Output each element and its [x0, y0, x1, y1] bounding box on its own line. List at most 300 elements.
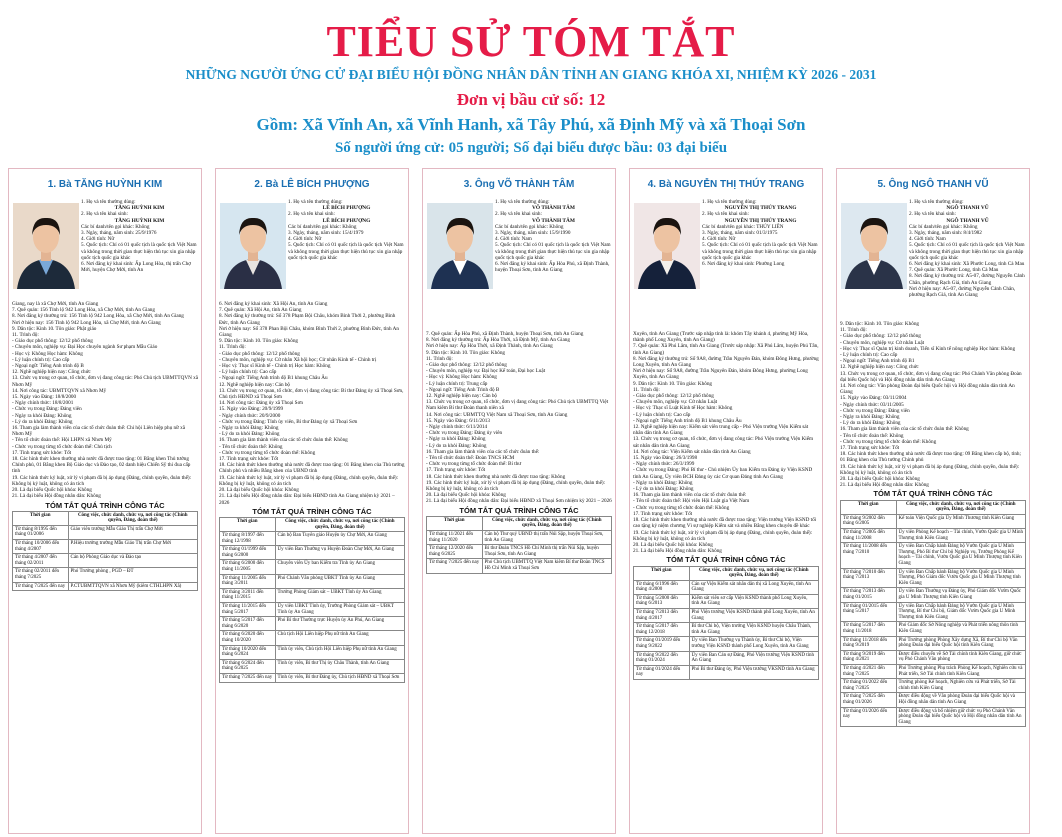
- bio-line: 4. Giới tính: Nam: [909, 236, 946, 243]
- history-job: P.Hiệu trưởng trường Mẫu Giáo Thị trấn Chợ Mới: [68, 540, 198, 554]
- table-row: [634, 637, 819, 651]
- time-column-header: Thời gian: [841, 500, 897, 514]
- detail-line: 15. Ngày vào Đảng: 26/3/1998: [633, 455, 698, 462]
- time-column-header: Thời gian: [427, 516, 483, 530]
- detail-line: 11. Trình độ:: [426, 355, 453, 362]
- table-row: [220, 617, 405, 631]
- detail-line: - Chức vụ trong từng tổ chức đoàn thể: Không: [219, 449, 316, 456]
- detail-line: - Chức vụ trong Đảng: Tỉnh ủy viên, Bí thư Đảng ủy xã Thoại Sơn: [219, 418, 358, 425]
- history-job: Được điều chuyển về Sở Tài chính tỉnh Kiên Giang, giữ chức vụ Phó Chánh Văn phòng: [896, 650, 1026, 664]
- bio-line: 5. Quốc tịch: Chỉ có 01 quốc tịch là quốc tịch Việt Nam và không trong thời gian thực hiện thủ tục xin gia nhập quốc tịch quốc gia khác: [288, 242, 404, 261]
- bio-line: VÕ THÀNH TÂM: [532, 217, 575, 224]
- candidate-header: [9, 169, 201, 203]
- detail-line: 17. Tình trạng sức khỏe: Tốt: [633, 510, 693, 517]
- history-job: Trưởng phòng Kế hoạch, Nghiên cứu và Phát triển, Sở Tài chính tỉnh Kiên Giang: [896, 679, 1026, 693]
- detail-line: - Ngoại ngữ: Tiếng Anh Trình độ B: [426, 386, 500, 393]
- detail-line: 16. Tham gia làm thành viên của các tổ chức đoàn thể:: [426, 448, 540, 455]
- table-row: [841, 602, 1026, 622]
- history-job: Tỉnh ủy viên, Bí thư Thị ủy Châu Thành, tỉnh An Giang: [275, 659, 405, 673]
- candidate-column: [422, 168, 616, 834]
- detail-line: - Giáo dục phổ thông: 12/12 phổ thông: [426, 362, 507, 369]
- detail-line: 11. Trình độ:: [840, 327, 867, 334]
- detail-line: - Chức vụ trong từng tổ chức đoàn thể: Chủ tịch: [12, 443, 112, 450]
- table-row: [220, 673, 405, 682]
- detail-line: - Lý do ra khỏi Đảng: Không: [840, 420, 901, 427]
- detail-line: 12. Nghề nghiệp hiện nay: Kiểm sát viên trung cấp - Phó Viện trưởng Viện Kiểm sát nhân dân tỉnh An Giang: [633, 424, 809, 437]
- bio-line: NGUYỄN THỊ THÚY TRANG: [724, 205, 797, 212]
- table-row: [841, 514, 1026, 528]
- history-job: Ủy viên Ban Chấp hành Đảng bộ Vườn Quốc gia U Minh Thượng, Phó Giám đốc Vườn Quốc gia U Minh Thượng tỉnh Kiên Giang: [896, 568, 1026, 588]
- detail-line: Nơi ở hiện nay: Số 9A8, đường Trần Nguyên Đán, khóm Đông Hưng, phường Long Xuyên, tỉnh An Giang: [633, 368, 808, 381]
- bio-line: LÊ BÍCH PHƯỢNG: [322, 217, 371, 224]
- history-job: Phó Bí thư Đảng ủy, Phó Viện trưởng VKSND tỉnh An Giang: [689, 665, 819, 679]
- detail-line: 15. Ngày vào Đảng: 03/11/2004: [840, 395, 907, 402]
- work-history-title: TÓM TẮT QUÁ TRÌNH CÔNG TÁC: [45, 500, 165, 510]
- bio-line: TĂNG HUỲNH KIM: [114, 205, 165, 212]
- work-history-header-row: [841, 500, 1026, 514]
- candidate-name: 2. Bà LÊ BÍCH PHƯỢNG: [254, 179, 370, 190]
- detail-line: - Học vị: Thạc sĩ Luật Kinh tế Học hàm: Không: [633, 405, 733, 412]
- detail-line: 9. Dân tộc: Kinh 10. Tôn giáo: Không: [426, 349, 506, 356]
- candidate-header: [837, 169, 1029, 203]
- detail-line: Giang, nay là xã Chợ Mới, tỉnh An Giang: [12, 301, 99, 307]
- bio-line: 2. Họ và tên khai sinh:: [909, 211, 956, 218]
- detail-line: 19. Các hình thức kỷ luật, xử lý vi phạm đã bị áp dụng (Đảng, chính quyền, đoàn thể): Không bị kỷ luật, không có án tích: [633, 529, 813, 542]
- detail-line: 16. Tham gia làm thành viên của các tổ chức đoàn thể: Không: [219, 437, 348, 444]
- history-job: Phó Giám đốc Sở Nông nghiệp và Phát triển nông thôn tỉnh Kiên Giang: [896, 622, 1026, 636]
- history-time: Từ tháng 11/2015 đến tháng 5/2017: [220, 603, 276, 617]
- table-row: [841, 588, 1026, 602]
- detail-line: - Giáo dục phổ thông: 12/12 phổ thông: [219, 350, 300, 357]
- candidate-bio: [702, 199, 819, 267]
- detail-line: 8. Nơi đăng ký thường trú: Số 378 Phạm Bội Châu, khóm Bình Thới 2, phường Bình Đức, tỉnh An Giang: [219, 313, 396, 326]
- detail-line: - Lý do ra khỏi Đảng: Không: [219, 431, 280, 438]
- detail-line: 21. Là đại biểu Hội đồng nhân dân: Không: [840, 482, 929, 489]
- bio-line: 1. Họ và tên thường dùng:: [702, 199, 757, 205]
- candidate-photo: [634, 203, 700, 289]
- table-row: [220, 560, 405, 574]
- bio-line: 6. Nơi đăng ký khai sinh: Ấp Hòa Phú, xã Định Thành, huyện Thoại Sơn, tỉnh An Giang: [495, 261, 610, 274]
- bio-line: 4. Giới tính: Nữ: [288, 236, 322, 243]
- detail-line: - Giáo dục phổ thông: 12/12 phổ thông: [633, 393, 714, 400]
- page-subtitle: NHỮNG NGƯỜI ỨNG CỬ ĐẠI BIỂU HỘI ĐỒNG NHÂN DÂN TỈNH AN GIANG KHÓA XI, NHIỆM KỲ 2026 - 2031: [185, 67, 877, 82]
- detail-line: 12. Nghề nghiệp hiện nay: Cán bộ: [426, 393, 498, 400]
- history-job: Trưởng Phòng Giám sát – UBKT Tỉnh ủy An Giang: [275, 588, 405, 602]
- detail-line: - Chuyên môn, nghiệp vụ: Đại học Kế toán, Đại học Luật: [426, 368, 546, 375]
- bio-line: Các bí danh/tên gọi khác: Không: [909, 223, 978, 230]
- bio-line: 2. Họ và tên khai sinh:: [495, 211, 542, 218]
- bio-line: 3. Ngày, tháng, năm sinh: 01/3/1975: [702, 230, 778, 237]
- history-time: Từ tháng 12/2020 đến tháng 6/2025: [427, 545, 483, 559]
- detail-line: - Tên tổ chức đoàn thể: Hội LHPN xã Nhơn Mỹ: [12, 437, 112, 444]
- detail-line: - Tên tổ chức đoàn thể: Không: [840, 432, 904, 439]
- detail-line: - Ngoại ngữ: Tiếng Anh trình độ B: [12, 363, 84, 370]
- candidate-counts: Số người ứng cử: 05 người; Số đại biểu được bầu: 03 đại biểu: [334, 140, 728, 156]
- history-job: Phó Chủ tịch UBMTTQ Việt Nam kiêm Bí thư Đoàn TNCS Hồ Chí Minh xã Thoại Sơn: [482, 559, 612, 573]
- detail-line: - Ngày chính thức: 03/11/2005: [840, 401, 904, 408]
- history-time: Từ tháng 7/2025 đến tháng 01/2026: [841, 693, 897, 707]
- table-row: [427, 559, 612, 573]
- candidate-header: [423, 169, 615, 203]
- history-job: Ủy viên Ban Thường vụ Thành ủy, Bí thư Chi bộ, Viện trưởng Viện KSND thành phố Long Xuyên, tỉnh An Giang: [689, 637, 819, 651]
- history-time: Từ tháng 7/2013 đến tháng 4/2017: [634, 609, 690, 623]
- detail-line: 8. Nơi đăng ký thường trú: 156 Tỉnh lộ 942 Long Hòa, xã Chợ Mới, tỉnh An Giang: [12, 313, 184, 320]
- detail-line: - Lý luận chính trị: Trung cấp: [426, 380, 488, 387]
- candidate-header: [630, 169, 822, 203]
- detail-line: - Giáo dục phổ thông: 12/12 phổ thông: [840, 333, 921, 340]
- detail-line: 17. Tình trạng sức khỏe: Tốt: [840, 445, 900, 452]
- candidate-bio: [909, 199, 1026, 298]
- table-row: [841, 543, 1026, 568]
- bio-line: 8. Nơi đăng ký thường trú: A5-07, đường Nguyễn Cảnh Chân, phường Rạch Giá, tỉnh An Giang: [909, 273, 1025, 286]
- detail-line: - Ngày ra khỏi Đảng: Không: [633, 479, 693, 486]
- detail-line: - Lý luận chính trị: Cao cấp: [219, 369, 277, 376]
- detail-line: 13. Chức vụ trong cơ quan, tổ chức, đơn vị đang công tác: Phó Chủ tịch UBMTTQVN xã Nhơn Mỹ: [12, 375, 199, 388]
- history-job: Phó Chánh Văn phòng UBKT Tỉnh ủy An Giang: [275, 574, 405, 588]
- history-job: Phó Trưởng phòng , PGD – ĐT: [68, 568, 198, 582]
- detail-line: 16. Tham gia làm thành viên của các tổ chức đoàn thể: Chi hội Liên hiệp phụ nữ xã Nhơn Mỹ: [12, 425, 186, 438]
- candidate-photo: [220, 203, 286, 289]
- bio-line: 5. Quốc tịch: Chỉ có 01 quốc tịch là quốc tịch Việt Nam và không trong thời gian thực hiện thủ tục xin gia nhập quốc tịch quốc gia khác: [702, 242, 818, 261]
- detail-line: 20. Là đại biểu Quốc hội khóa: Không: [12, 487, 92, 494]
- history-job: Cán bộ Phòng Giáo dục và Đào tạo: [68, 554, 198, 568]
- bio-line: Các bí danh/tên gọi khác: Không: [288, 223, 357, 230]
- bio-line: 5. Quốc tịch: Chỉ có 01 quốc tịch là quốc tịch Việt Nam và không trong thời gian thực hiện thủ tục xin gia nhập quốc tịch quốc gia khác: [81, 242, 197, 261]
- detail-line: - Lý luận chính trị: Cao cấp: [633, 411, 691, 418]
- detail-line: - Ngày ra khỏi Đảng: Không: [12, 412, 72, 419]
- page-title: TIỂU SỬ TÓM TẮT: [326, 17, 736, 66]
- bio-line: 1. Họ và tên thường dùng:: [81, 199, 136, 205]
- history-time: Từ tháng 11/2008 đến tháng 7/2010: [841, 543, 897, 568]
- detail-line: 16. Tham gia làm thành viên của các tổ chức đoàn thể: Không: [840, 426, 969, 433]
- detail-line: 12. Nghề nghiệp hiện nay: Cán bộ: [219, 381, 291, 388]
- table-row: [634, 665, 819, 679]
- detail-line: - Ngoại ngữ: Tiếng Anh trình độ B1: [840, 358, 915, 365]
- candidate-column: [215, 168, 409, 834]
- history-time: Từ tháng 9/2022 đến tháng 01/2024: [634, 651, 690, 665]
- detail-line: - Ngày chính thức: 20/9/2000: [219, 412, 281, 419]
- bio-line: NGUYỄN THỊ THÚY TRANG: [724, 217, 797, 224]
- history-time: Từ tháng 11/2005 đến tháng 3/2011: [220, 574, 276, 588]
- bio-line: 4. Giới tính: Nam: [495, 236, 532, 243]
- bio-line: NGÔ THANH VŨ: [946, 205, 989, 212]
- detail-line: 11. Trình độ:: [219, 344, 246, 351]
- detail-line: - Ngày ra khỏi Đảng: Không: [840, 414, 900, 421]
- history-time: Từ tháng 01/2015 đến tháng 5/2017: [841, 602, 897, 622]
- table-row: [13, 582, 198, 591]
- history-job: Bí thư Đoàn TNCS Hồ Chí Minh thị trấn Núi Sập, huyện Thoại Sơn, tỉnh An Giang: [482, 545, 612, 559]
- table-row: [220, 645, 405, 659]
- detail-line: 7. Quê quán: Ấp Hòa Phú, xã Định Thành, huyện Thoại Sơn, tỉnh An Giang: [426, 331, 584, 337]
- candidate-name: 3. Ông VÕ THÀNH TÂM: [463, 179, 575, 190]
- bio-line: 5. Quốc tịch: Chỉ có 01 quốc tịch là quốc tịch Việt Nam và không trong thời gian thực hiện thủ tục xin gia nhập quốc tịch quốc gia khác: [495, 242, 611, 261]
- history-job: Kiểm sát viên sơ cấp Viện KSND thành phố Long Xuyên, tỉnh An Giang: [689, 594, 819, 608]
- detail-line: - Giáo dục phổ thông: 12/12 phổ thông: [12, 338, 93, 345]
- detail-line: 18. Các hình thức khen thưởng nhà nước đã được trao tặng: 01 Bằng khen của Thủ tướng Chính phủ và nhiều Bằng khen của UBND tỉnh: [219, 462, 405, 475]
- detail-line: 19. Các hình thức kỷ luật, xử lý vi phạm đã bị áp dụng (Đảng, chính quyền, đoàn thể): Không bị kỷ luật, không có án tích: [219, 474, 399, 487]
- electoral-unit: Đơn vị bầu cử số: 12: [456, 90, 606, 109]
- history-time: Từ tháng 4/2021 đến tháng 7/2025: [841, 664, 897, 678]
- detail-line: 20. Là đại biểu Quốc hội khóa: Không: [633, 541, 713, 548]
- detail-line: - Ngoại ngữ: Tiếng Anh trình độ B1 khung Châu Âu: [633, 417, 742, 424]
- history-time: Từ tháng 6/2020 đến tháng 10/2020: [220, 631, 276, 645]
- detail-line: 21. Là đại biểu Hội đồng nhân dân: Đại biểu HĐND xã Thoại Sơn nhiệm kỳ 2021 – 2026: [426, 498, 612, 505]
- candidate-name: 4. Bà NGUYỄN THỊ THÚY TRANG: [647, 179, 805, 190]
- detail-line: 11. Trình độ:: [633, 386, 660, 393]
- history-time: Từ tháng 01/2026 đến nay: [841, 707, 897, 727]
- history-job: Ủy viên Ban Cán sự Đảng, Phó Viện trưởng Viện KSND tỉnh An Giang: [689, 651, 819, 665]
- detail-line: - Lý do ra khỏi Đảng: Không: [12, 418, 73, 425]
- candidate-name: 5. Ông NGÔ THANH VŨ: [877, 179, 989, 190]
- bio-line: 4. Giới tính: Nữ: [81, 236, 115, 243]
- history-job: Ủy viên Ban Thường vụ Huyện Đoàn Chợ Mới, An Giang: [275, 546, 405, 560]
- history-time: Từ tháng 7/2025 đến nay: [220, 673, 276, 682]
- bio-line: 3. Ngày, tháng, năm sinh: 8/4/1982: [909, 230, 982, 237]
- job-column-header: Công việc, chức danh, chức vụ, nơi công tác (Chính quyền, Đảng, đoàn thể): [482, 516, 612, 530]
- candidate-photo: [841, 203, 907, 289]
- time-column-header: Thời gian: [220, 517, 276, 531]
- history-time: Từ tháng 7/2025 đến nay: [427, 559, 483, 573]
- detail-line: 20. Là đại biểu Quốc hội khóa: Không: [840, 476, 920, 483]
- detail-line: - Chức vụ trong Đảng: Phó Bí thư - Chủ nhiệm Ủy ban Kiểm tra Đảng ủy Viện KSND tỉnh An Giang, Ủy viên BCH Đảng ủy các Cơ quan Đảng tỉnh An Giang: [633, 467, 813, 480]
- detail-line: 12. Nghề nghiệp hiện nay: Công chức: [840, 364, 919, 371]
- detail-line: 15. Ngày vào Đảng: 6/11/2013: [426, 417, 490, 424]
- detail-line: - Học vị: Không Học hàm: Không: [426, 374, 497, 381]
- bio-line: 5. Quốc tịch: Chỉ có 01 quốc tịch là quốc tịch Việt Nam và không trong thời gian thực hiện thủ tục xin gia nhập quốc tịch quốc gia khác: [909, 242, 1025, 261]
- table-row: [13, 568, 198, 582]
- history-time: Từ tháng 6/2000 đến tháng 11/2005: [220, 560, 276, 574]
- candidate-name: 1. Bà TĂNG HUỲNH KIM: [47, 179, 163, 190]
- time-column-header: Thời gian: [13, 511, 69, 525]
- detail-line: - Ngày ra khỏi Đảng: Không: [426, 436, 486, 443]
- work-history-title: TÓM TẮT QUÁ TRÌNH CÔNG TÁC: [666, 555, 786, 565]
- history-time: Từ tháng 5/2000 đến tháng 6/2013: [634, 594, 690, 608]
- candidate-details: [12, 301, 198, 591]
- history-job: Phó Viện trưởng Viện KSND thành phố Long Xuyên, tỉnh An Giang: [689, 609, 819, 623]
- detail-line: 13. Chức vụ trong cơ quan, tổ chức, đơn vị đang công tác: Bí thư Đảng ủy xã Thoại Sơn, Chủ tịch HĐND xã Thoại Sơn: [219, 387, 404, 401]
- table-row: [841, 529, 1026, 543]
- history-time: Từ tháng 9/2019 đến tháng 4/2021: [841, 650, 897, 664]
- detail-line: - Ngoại ngữ: Tiếng Anh trình độ B1 khung Châu Âu: [219, 375, 328, 382]
- history-job: Bí thư Chi bộ, Viện trưởng Viện KSND huyện Châu Thành, tỉnh An Giang: [689, 623, 819, 637]
- table-row: [841, 707, 1026, 727]
- history-job: Ủy viên Phòng Kế hoạch – Tài chính, Vườn Quốc gia U Minh Thượng tỉnh Kiên Giang: [896, 529, 1026, 543]
- history-time: Từ tháng 01/1999 đến tháng 6/2000: [220, 546, 276, 560]
- detail-line: 19. Các hình thức kỷ luật, xử lý vi phạm đã bị áp dụng (Đảng, chính quyền, đoàn thể): Không bị kỷ luật, không có án tích: [426, 479, 606, 493]
- history-time: Từ tháng 7/2005 đến tháng 11/2008: [841, 529, 897, 543]
- candidate-bio: [495, 199, 612, 273]
- work-history-table: [12, 511, 198, 592]
- detail-line: - Tên tổ chức đoàn thể: Đoàn TNCS HCM: [426, 455, 515, 462]
- detail-line: 17. Tình trạng sức khỏe: Tốt: [12, 449, 72, 456]
- bio-line: 6. Nơi đăng ký khai sinh: Xã Phước Long, tỉnh Cà Mau: [909, 261, 1025, 268]
- bio-line: 2. Họ và tên khai sinh:: [702, 211, 749, 218]
- detail-line: - Ngày ra khỏi Đảng: Không: [219, 425, 279, 432]
- history-job: Ủy viên Ban Chấp hành Đảng bộ Vườn Quốc gia U Minh Thượng, Bí thư Chi bộ, Giám đốc Vườn Quốc gia U Minh Thượng tỉnh Kiên Giang: [896, 602, 1026, 622]
- detail-line: 8. Nơi đăng ký thường trú: Ấp Hòa Thới, xã Định Mỹ, tỉnh An Giang: [426, 337, 570, 344]
- detail-line: 21. Là đại biểu Hội đồng nhân dân: Không: [633, 548, 722, 555]
- detail-line: 8. Nơi đăng ký thường trú: Số 9A8, đường Trần Nguyên Đán, khóm Đông Hưng, phường Long Xuyên, tỉnh An Giang: [633, 355, 819, 369]
- bio-line: 2. Họ và tên khai sinh:: [288, 211, 335, 218]
- table-row: [841, 622, 1026, 636]
- candidate-details: [840, 321, 1026, 727]
- history-time: Từ tháng 7/2025 đến nay: [13, 582, 69, 591]
- bio-line: 3. Ngày, tháng, năm sinh: 15/4/1979: [288, 230, 364, 237]
- detail-line: - Chức vụ trong từng tổ chức đoàn thể: Không: [633, 504, 730, 511]
- detail-line: - Lý do ra khỏi Đảng: Không: [426, 442, 487, 449]
- bio-line: 4. Giới tính: Nữ: [702, 236, 736, 243]
- detail-line: 21. Là đại biểu Hội đồng nhân dân: Đại biểu HĐND tỉnh An Giang nhiệm kỳ 2021 – 2026: [219, 493, 395, 506]
- candidate-details: [633, 331, 819, 680]
- detail-line: - Học vị: Không Học hàm: Không: [12, 350, 83, 357]
- history-time: Từ tháng 01/2022 đến tháng 7/2025: [841, 679, 897, 693]
- detail-line: 14. Nơi công tác: Viện Kiểm sát nhân dân tỉnh An Giang: [633, 448, 751, 455]
- history-time: Từ tháng 5/2017 đến tháng 6/2020: [220, 617, 276, 631]
- history-job: Kế toán Viện Quốc gia Ủy Minh Thương tỉnh Kiên Giang: [896, 514, 1026, 528]
- detail-line: - Ngày chính thức: 6/11/2014: [426, 424, 488, 431]
- detail-line: Nơi ở hiện nay: 156 Tỉnh lộ 942 Long Hòa, xã Chợ Mới, tỉnh An Giang: [12, 319, 161, 326]
- history-time: Từ tháng 5/2017 đến tháng 12/2018: [634, 623, 690, 637]
- table-row: [841, 679, 1026, 693]
- detail-line: 18. Các hình thức khen thưởng nhà nước đã được trao tặng: Viện trưởng Viện KSND tối cao tặng kỷ niệm chương Vì sự nghiệp Kiểm sát và nhiều Bằng khen chuyên đề khác: [633, 517, 817, 530]
- detail-line: Nơi ở hiện nay: Ấp Hòa Thới, xã Định Thành, tỉnh An Giang: [426, 343, 553, 350]
- history-time: Từ tháng 7/2010 đến tháng 7/2013: [841, 568, 897, 588]
- work-history-table: [840, 500, 1026, 728]
- detail-line: 14. Nơi công tác: UBMTTQVN xã Nhơn Mỹ: [12, 387, 107, 394]
- bio-line: 7. Quê quán: Xã Phước Long, tỉnh Cà Mau: [909, 267, 999, 274]
- history-job: Ủy viên Ban Thường vụ Đảng ủy, Phó Giám đốc Vườn Quốc gia U Minh Thượng tỉnh Kiên Giang: [896, 588, 1026, 602]
- table-row: [220, 659, 405, 673]
- history-job: Được điều động và bổ nhiệm giữ chức vụ Phó Chánh Văn phòng Đoàn đại biểu Quốc hội và Hội đồng nhân dân tỉnh An Giang: [896, 707, 1026, 727]
- detail-line: 12. Nghề nghiệp hiện nay: Công chức: [12, 369, 91, 376]
- candidate-header: [216, 169, 408, 203]
- detail-line: 18. Các hình thức khen thưởng nhà nước đã được trao tặng: Không: [426, 473, 566, 480]
- history-time: Từ tháng 7/2013 đến tháng 01/2015: [841, 588, 897, 602]
- detail-line: 9. Dân tộc: Kinh 10. Tôn giáo: Không: [840, 321, 920, 327]
- detail-line: - Học vị: Thạc sĩ Quản trị kinh doanh, Tiến sĩ Kinh tế nông nghiệp Học hàm: Không: [840, 345, 1016, 352]
- detail-line: - Lý luận chính trị: Cao cấp: [12, 356, 70, 363]
- detail-line: 9. Dân tộc: Kinh 10. Tôn giáo: Không: [633, 380, 713, 387]
- history-time: Từ tháng 11/2018 đến tháng 9/2019: [841, 636, 897, 650]
- detail-line: 15. Ngày vào Đảng: 18/8/2000: [12, 394, 77, 401]
- table-row: [634, 580, 819, 594]
- history-job: Cán bộ Thư quý UBND thị trấn Núi Sập, huyện Thoại Sơn, tỉnh An Giang: [482, 531, 612, 545]
- detail-line: 14. Nơi công tác: Đảng ủy xã Thoại Sơn: [219, 400, 303, 407]
- detail-line: 14. Nơi công tác: UBMTTQ Việt Nam xã Thoại Sơn, tỉnh An Giang: [426, 411, 568, 418]
- history-job: Được điều động về Văn phòng Đoàn đại biểu Quốc hội và Hội đồng nhân dân tỉnh An Giang: [896, 693, 1026, 707]
- detail-line: - Tên tổ chức đoàn thể: Không: [219, 443, 283, 450]
- detail-line: - Chức vụ trong từng tổ chức đoàn thể: Bí thư: [426, 461, 522, 468]
- detail-line: 18. Các hình thức khen thưởng nhà nước đã được trao tặng: 09 Bằng khen cấp bộ, tỉnh; 01 Bằng khen của Thủ tướng Chính phủ: [840, 451, 1021, 464]
- bio-line: Nơi ở hiện nay: A5-07, đường Nguyễn Cảnh Chân, phường Rạch Giá, tỉnh An Giang: [909, 285, 1016, 299]
- table-row: [427, 531, 612, 545]
- history-time: Từ tháng 6/1996 đến tháng 4/2000: [634, 580, 690, 594]
- table-row: [634, 594, 819, 608]
- history-job: Tỉnh ủy viên, Chủ tịch Hội Liên hiệp Phụ nữ tỉnh An Giang: [275, 645, 405, 659]
- detail-line: 20. Là đại biểu Quốc hội khóa: Không: [426, 492, 506, 499]
- detail-line: 9. Dân tộc: Kinh 10. Tôn giáo: Không: [219, 338, 299, 345]
- table-row: [220, 574, 405, 588]
- work-history-table: [633, 566, 819, 681]
- detail-line: - Chức vụ trong từng tổ chức đoàn thể: Không: [840, 438, 937, 445]
- job-column-header: Công việc, chức danh, chức vụ, nơi công tác (Chính quyền, Đảng, đoàn thể): [896, 500, 1026, 514]
- history-time: Từ tháng 10/2006 đến tháng 4/2007: [13, 540, 69, 554]
- history-time: Từ tháng 01/2024 đến nay: [634, 665, 690, 679]
- work-history-header-row: [220, 517, 405, 531]
- work-history-title: TÓM TẮT QUÁ TRÌNH CÔNG TÁC: [459, 505, 579, 515]
- detail-line: 6. Nơi đăng ký khai sinh: Xã Hội An, tỉnh An Giang: [219, 301, 328, 307]
- detail-line: 13. Chức vụ trong cơ quan, tổ chức, đơn vị đang công tác: Phó Chủ tịch UBMTTQ Việt Nam kiêm Bí thư Đoàn thanh niên xã: [426, 399, 609, 412]
- candidate-column: [8, 168, 202, 834]
- table-row: [220, 603, 405, 617]
- history-time: Từ tháng 01/2019 đến tháng 9/2022: [634, 637, 690, 651]
- detail-line: - Chuyên môn, nghiệp vụ: Cử nhân Luật: [633, 399, 718, 406]
- detail-line: 13. Chức vụ trong cơ quan, tổ chức, đơn vị đang công tác: Phó Chánh Văn phòng Đoàn đại biểu Quốc hội và Hội đồng nhân dân tỉnh An Giang: [840, 370, 1022, 383]
- detail-line: 20. Là đại biểu Quốc hội khóa: Không: [219, 487, 299, 494]
- detail-line: - Học vị: Thạc sĩ Kinh tế - Chính trị Học hàm: Không: [219, 363, 331, 370]
- history-time: Từ tháng 4/2007 đến tháng 02/2011: [13, 554, 69, 568]
- detail-line: 7. Quê quán: 156 Tỉnh lộ 942 Long Hòa, xã Chợ Mới, tỉnh An Giang: [12, 307, 155, 314]
- candidate-details: [426, 331, 612, 574]
- detail-line: - Chức vụ trong Đảng: Đảng viên: [840, 407, 910, 414]
- history-time: Từ tháng 5/2017 đến tháng 11/2018: [841, 622, 897, 636]
- table-row: [634, 623, 819, 637]
- detail-line: - Chuyên môn, nghiệp vụ: Cử nhân Xã hội học; Cử nhân Kinh tế - Chính trị: [219, 356, 377, 363]
- job-column-header: Công việc, chức danh, chức vụ, nơi công tác (Chính quyền, Đảng, đoàn thể): [68, 511, 198, 525]
- detail-line: 21. Là đại biểu Hội đồng nhân dân: Không: [12, 493, 101, 500]
- detail-line: 18. Các hình thức khen thưởng nhà nước đã được trao tặng: 01 Bằng khen Thủ tướng Chính phủ, 01 Bằng khen Bộ Giáo dục và Đào tạo, 02 danh hiệu Chiến Sỹ thi đua cấp tỉnh: [12, 456, 191, 475]
- bio-line: 1. Họ và tên thường dùng:: [909, 199, 964, 205]
- bio-line: 6. Nơi đăng ký khai sinh: Phường Long: [702, 261, 785, 268]
- history-time: Từ tháng 6/2024 đến tháng 6/2025: [220, 659, 276, 673]
- candidate-column: [836, 168, 1030, 834]
- table-row: [841, 568, 1026, 588]
- bio-line: 6. Nơi đăng ký khai sinh: Ấp Long Hòa, thị trấn Chợ Mới, huyện Chợ Mới, tỉnh An: [81, 261, 191, 274]
- history-job: Chủ tịch Hội Liên hiệp Phụ nữ tỉnh An Giang: [275, 631, 405, 645]
- detail-line: - Chức vụ trong Đảng: Đảng ủy viên: [426, 430, 503, 437]
- candidate-details: [219, 301, 405, 683]
- bio-line: 2. Họ và tên khai sinh:: [81, 211, 128, 218]
- bio-line: TĂNG HUỲNH KIM: [114, 217, 165, 224]
- history-time: Từ tháng 11/2021 đến tháng 11/2020: [427, 531, 483, 545]
- history-time: Từ tháng 8/1997 đến tháng 12/1998: [220, 532, 276, 546]
- candidate-column: [629, 168, 823, 834]
- detail-line: - Chức vụ trong Đảng: Đảng viên: [12, 406, 82, 413]
- table-row: [220, 631, 405, 645]
- table-row: [13, 525, 198, 539]
- history-job: Cán bộ Ban Tuyên giáo Huyện ủy Chợ Mới, An Giang: [275, 532, 405, 546]
- history-time: Từ tháng 8/1995 đến tháng 01/2006: [13, 525, 69, 539]
- work-history-table: [426, 516, 612, 574]
- table-row: [13, 540, 198, 554]
- table-row: [220, 532, 405, 546]
- table-row: [427, 545, 612, 559]
- history-job: Tỉnh ủy viên, Bí thư Đảng ủy, Chủ tịch HĐND xã Thoại Sơn: [275, 673, 405, 682]
- detail-line: 17. Tình trạng sức khỏe: Tốt: [219, 456, 279, 463]
- time-column-header: Thời gian: [634, 566, 690, 580]
- bio-line: Các bí danh/tên gọi khác: Không: [81, 223, 150, 230]
- detail-line: 7. Quê quán: Xã Hội An, tỉnh An Giang: [219, 307, 302, 314]
- history-job: Ủy viên UBKT Tỉnh ủy, Trưởng Phòng Giám sát – UBKT Tỉnh ủy An Giang: [275, 603, 405, 617]
- detail-line: 13. Chức vụ trong cơ quan, tổ chức, đơn vị đang công tác: Phó Viện trưởng Viện Kiểm sát nhân dân tỉnh An Giang: [633, 436, 814, 449]
- detail-line: 9. Dân tộc: Kinh 10. Tôn giáo: Phật giáo: [12, 325, 97, 332]
- work-history-title: TÓM TẮT QUÁ TRÌNH CÔNG TÁC: [873, 489, 993, 499]
- bio-line: LÊ BÍCH PHƯỢNG: [322, 205, 371, 212]
- detail-line: - Ngày chính thức: 18/8/2001: [12, 400, 74, 407]
- detail-line: 19. Các hình thức kỷ luật, xử lý vi phạm đã bị áp dụng (Đảng, chính quyền, đoàn thể): Không bị kỷ luật, không có án tích: [840, 463, 1020, 476]
- detail-line: - Ngày chính thức: 26/3/1999: [633, 461, 695, 468]
- history-time: Từ tháng 10/2020 đến tháng 6/2024: [220, 645, 276, 659]
